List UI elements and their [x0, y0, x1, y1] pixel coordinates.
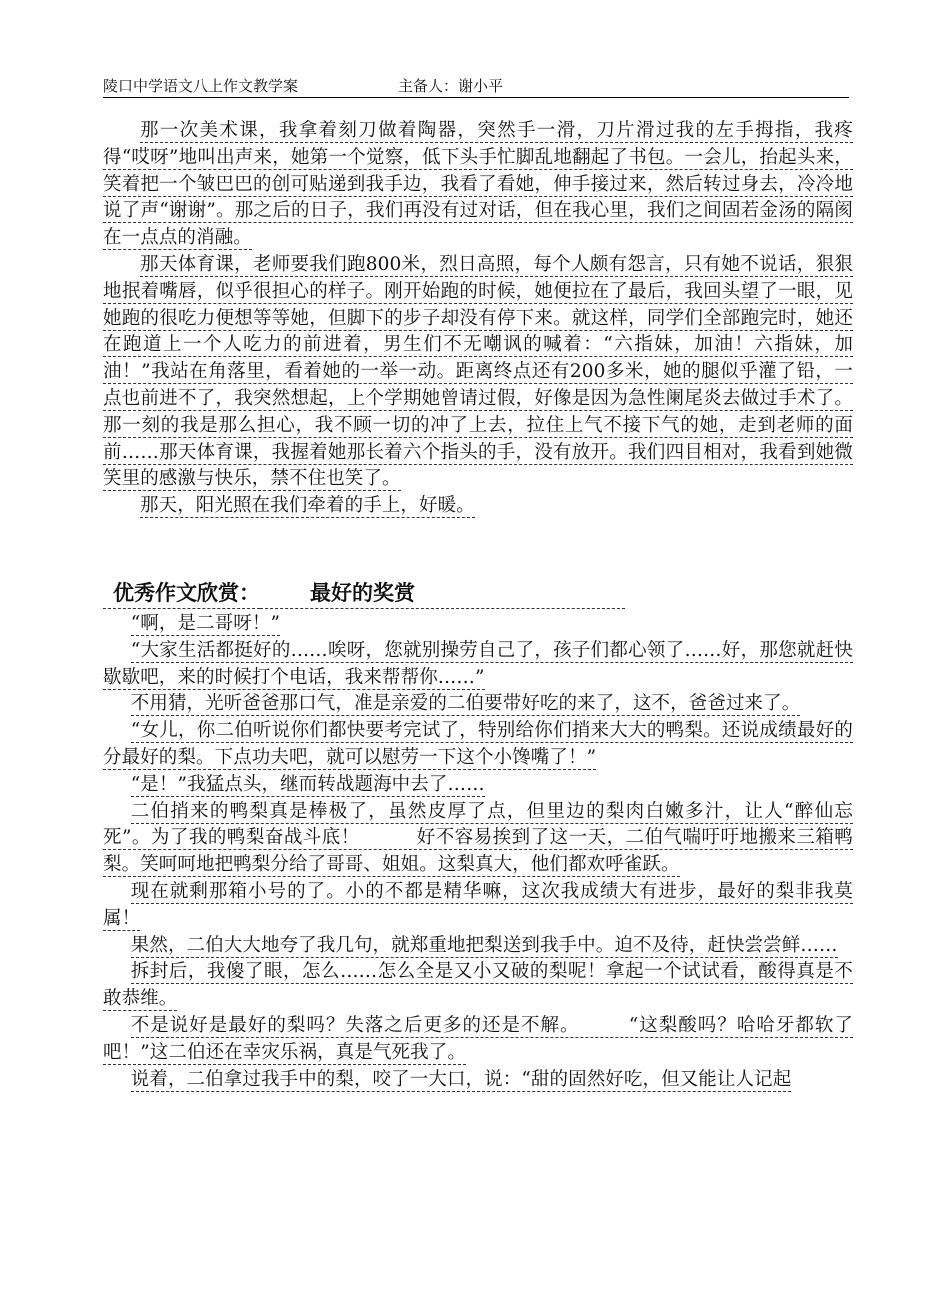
essay-paragraph	[103, 638, 853, 692]
paragraph-text: “啊，是二哥呀！”	[130, 612, 281, 634]
paragraph-text: “大家生活都挺好的……唉呀，您就别操劳自己了，孩子们都心领了……好，那您就赶快歇歇吧，来的时候打个电话，我来帮帮你……”	[103, 639, 853, 688]
header-author: 主备人：谢小平	[398, 77, 504, 95]
section-label: 优秀作文欣赏：	[103, 578, 260, 609]
paragraph-text: “是！”我猛点头，继而转战题海中去了……	[130, 773, 485, 795]
essay-paragraph	[103, 933, 853, 960]
paragraph-text: 不是说好是最好的梨吗？失落之后更多的还是不解。 “这梨酸吗？哈哈牙都软了吧！”这二伯还在幸灾乐祸，真是气死我了。	[103, 1014, 853, 1063]
paragraph-text: 说着，二伯拿过我手中的梨，咬了一大口，说：“甜的固然好吃，但又能让人记起	[130, 1068, 792, 1090]
essay-paragraph	[103, 799, 853, 879]
paragraph-text: 拆封后，我傻了眼，怎么……怎么全是又小又破的梨呢！拿起一个试试看，酸得真是不敢恭维。	[103, 961, 853, 1010]
essay-paragraph	[103, 252, 853, 493]
paragraph-text: 那天体育课，老师要我们跑800米，烈日高照，每个人颇有怨言，只有她不说话，狠狠地抿着嘴唇，似乎很担心的样子。刚开始跑的时候，她便拉在了最后，我回头望了一眼，见她跑的很吃力便想等等她，但脚下的步子却没有停下来。就这样，同学们全部跑完时，她还在跑道上一个人吃力的前进着，男生们不无嘲讽的喊着：“六指妹，加油！六指妹，加油！”我站在角落里，看着她的一举一动。距离终点还有200多米，她的腿似乎灌了铅，一点也前进不了，我突然想起，上个学期她曾请过假，好像是因为急性阑尾炎去做过手术了。那一刻的我是那么担心，我不顾一切的冲了上去，拉住上气不接下气的她，走到老师的面前……那天体育课，我握着她那长着六个指头的手，没有放开。我们四目相对，我看到她微笑里的感激与快乐，禁不住也笑了。	[103, 253, 853, 490]
paragraph-text: 二伯捎来的鸭梨真是棒极了，虽然皮厚了点，但里边的梨肉白嫩多汁，让人“醉仙忘死”。为了我的鸭梨奋战斗底！ 好不容易挨到了这一天，二伯气喘吁吁地搬来三箱鸭梨。笑呵呵地把鸭梨分给了哥哥、姐姐。这梨真大，他们都欢呼雀跃。	[103, 800, 853, 876]
essay-paragraph	[103, 959, 853, 1013]
essay-paragraph	[103, 1067, 853, 1094]
paragraph-text: 那一次美术课，我拿着刻刀做着陶器，突然手一滑，刀片滑过我的左手拇指，我疼得“哎呀”地叫出声来，她第一个觉察，低下头手忙脚乱地翻起了书包。一会儿，抬起头来，笑着把一个皱巴巴的创可贴递到我手边，我看了看她，伸手接过来，然后转过身去，冷冷地说了声“谢谢”。那之后的日子，我们再没有过对话，但在我心里，我们之间固若金汤的隔阂在一点点的消融。	[103, 120, 853, 249]
paragraph-text: 那天，阳光照在我们牵着的手上，好暖。	[140, 495, 475, 517]
section-heading	[103, 578, 853, 609]
essay-paragraph	[103, 718, 853, 772]
page-content	[103, 118, 853, 1093]
essay-paragraph	[103, 691, 853, 718]
essay-paragraph	[103, 1013, 853, 1067]
paragraph-text: “女儿，你二伯听说你们都快要考完试了，特别给你们捎来大大的鸭梨。还说成绩最好的分最好的梨。下点功夫吧，就可以慰劳一下这个小馋嘴了！”	[103, 720, 853, 768]
page-header	[103, 75, 849, 98]
paragraph-text: 不用猜，光听爸爸那口气，准是亲爱的二伯要带好吃的来了，这不，爸爸过来了。	[130, 693, 801, 715]
paragraph-text: 果然，二伯大大地夸了我几句，就郑重地把梨送到我手中。迫不及待，赶快尝尝鲜……	[130, 934, 838, 956]
header-title: 陵口中学语文八上作文教学案	[103, 77, 299, 95]
essay-paragraph	[103, 611, 853, 638]
paragraph-text: 现在就剩那箱小号的了。小的不都是精华嘛，这次我成绩大有进步，最好的梨非我莫属！	[103, 880, 853, 929]
essay-paragraph	[103, 493, 853, 520]
essay-title: 最好的奖赏	[260, 578, 625, 609]
essay-paragraph	[103, 772, 853, 799]
essay-paragraph	[103, 118, 853, 252]
essay-paragraph	[103, 879, 853, 933]
